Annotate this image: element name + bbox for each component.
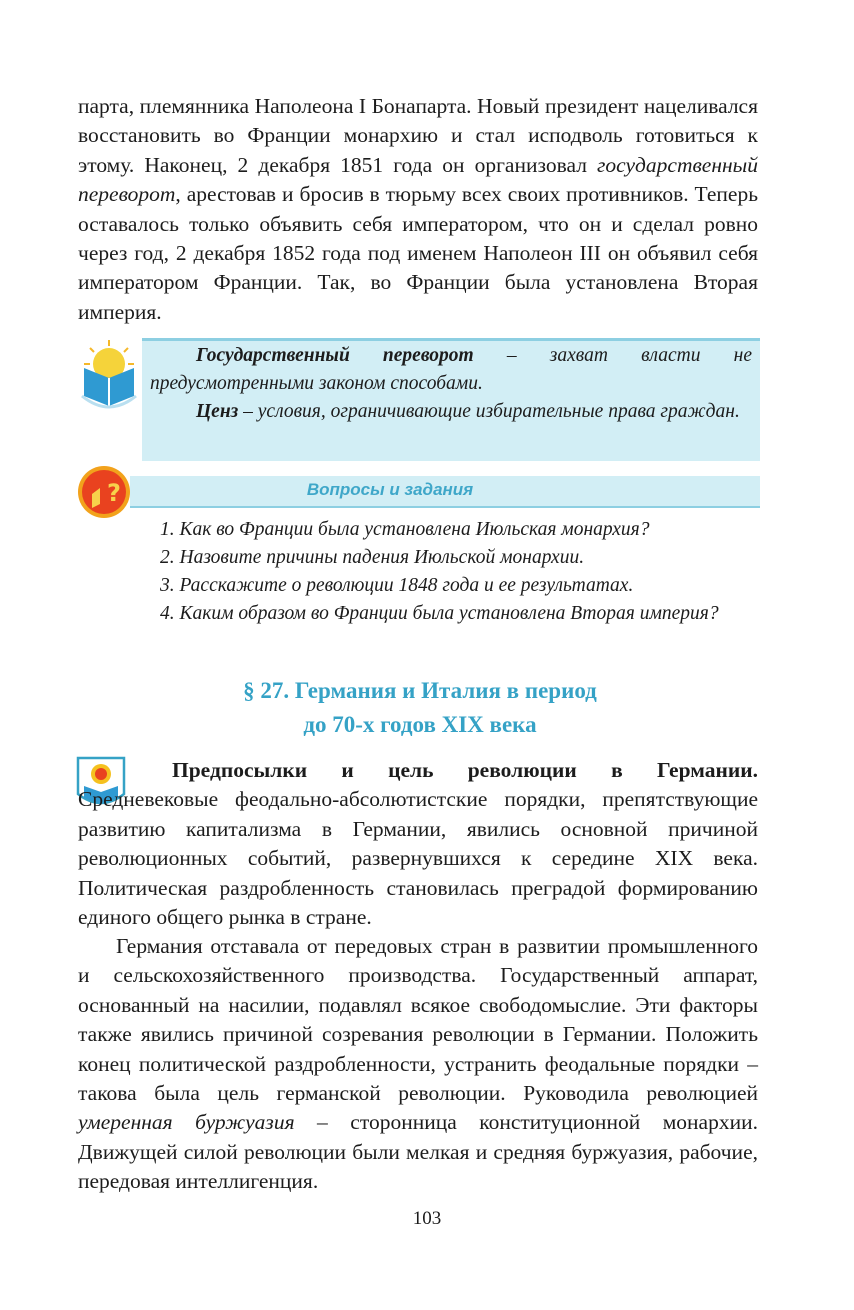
definitions <box>150 342 752 426</box>
questions-list <box>160 516 760 628</box>
paragraph-germany: Германия отставала от передовых стран в развитии промышленного и сельскохозяйственного производства. Государственный аппарат, основанный на насилии, подавлял всякое свободомыслие. Эти факторы также явились причиной созревания революции в Германии. Положить конец политической раздробленности, устранить феодальные порядки – такова была цель германской революции. Руководила революцией умеренная буржуазия – сторонница конституционной монархии. Движущей силой революции были мелкая и средняя буржуазия, рабочие, передовая интеллигенция. <box>78 934 758 1194</box>
term-bourgeoisie: умеренная буржуазия <box>78 1110 295 1135</box>
svg-text:?: ? <box>107 479 121 507</box>
paragraph-prerequisites: Предпосылки и цель революции в Германии. Средневековые феодально-абсолютистские порядки, препятствующие развитию капитализма в Германии, явились основной причиной революционных событий, развернувшихся к середине XIX века. Политическая раздробленность становилась преградой формированию единого общего рынка в стране. <box>78 758 758 930</box>
term-coup: государственный переворот <box>78 152 758 207</box>
question-item: 4. Каким образом во Франции была установлена Вторая империя? <box>160 603 719 624</box>
definition-census: Ценз – условия, ограничивающие избирательные права граждан. <box>196 401 740 422</box>
question-item: 2. Назовите причины падения Июльской монархии. <box>160 547 585 568</box>
question-icon <box>76 464 132 520</box>
book-sun-icon <box>80 338 138 414</box>
page-number: 103 <box>412 1208 442 1229</box>
paragraph-heading: Предпосылки и цель революции в Германии. <box>172 758 758 782</box>
top-paragraph: парта, племянника Наполеона I Бонапарта. Новый президент нацеливался восстановить во Франции монархию и стал исподволь готовиться к этому. Наконец, 2 декабря 1851 года он организовал государственный переворот, арестовав и бросив в тюрьму всех своих противников. Теперь оставалось только объявить себя императором, что он и сделал ровно через год, 2 декабря 1852 года под именем Наполеон III он объявил себя императором Франции. Так, во Франции была установлена Вторая империя. <box>78 94 758 324</box>
section-title: § 27. Германия и Италия в период до 70-х годов XIX века <box>243 678 597 737</box>
question-item: 3. Расскажите о революции 1848 года и ее результатах. <box>160 575 634 596</box>
questions-title: Вопросы и задания <box>306 480 474 499</box>
definition-coup: Государственный переворот – захват власти не предусмотренными законом способами. <box>150 345 752 394</box>
question-item: 1. Как во Франции была установлена Июльская монархия? <box>160 519 650 540</box>
